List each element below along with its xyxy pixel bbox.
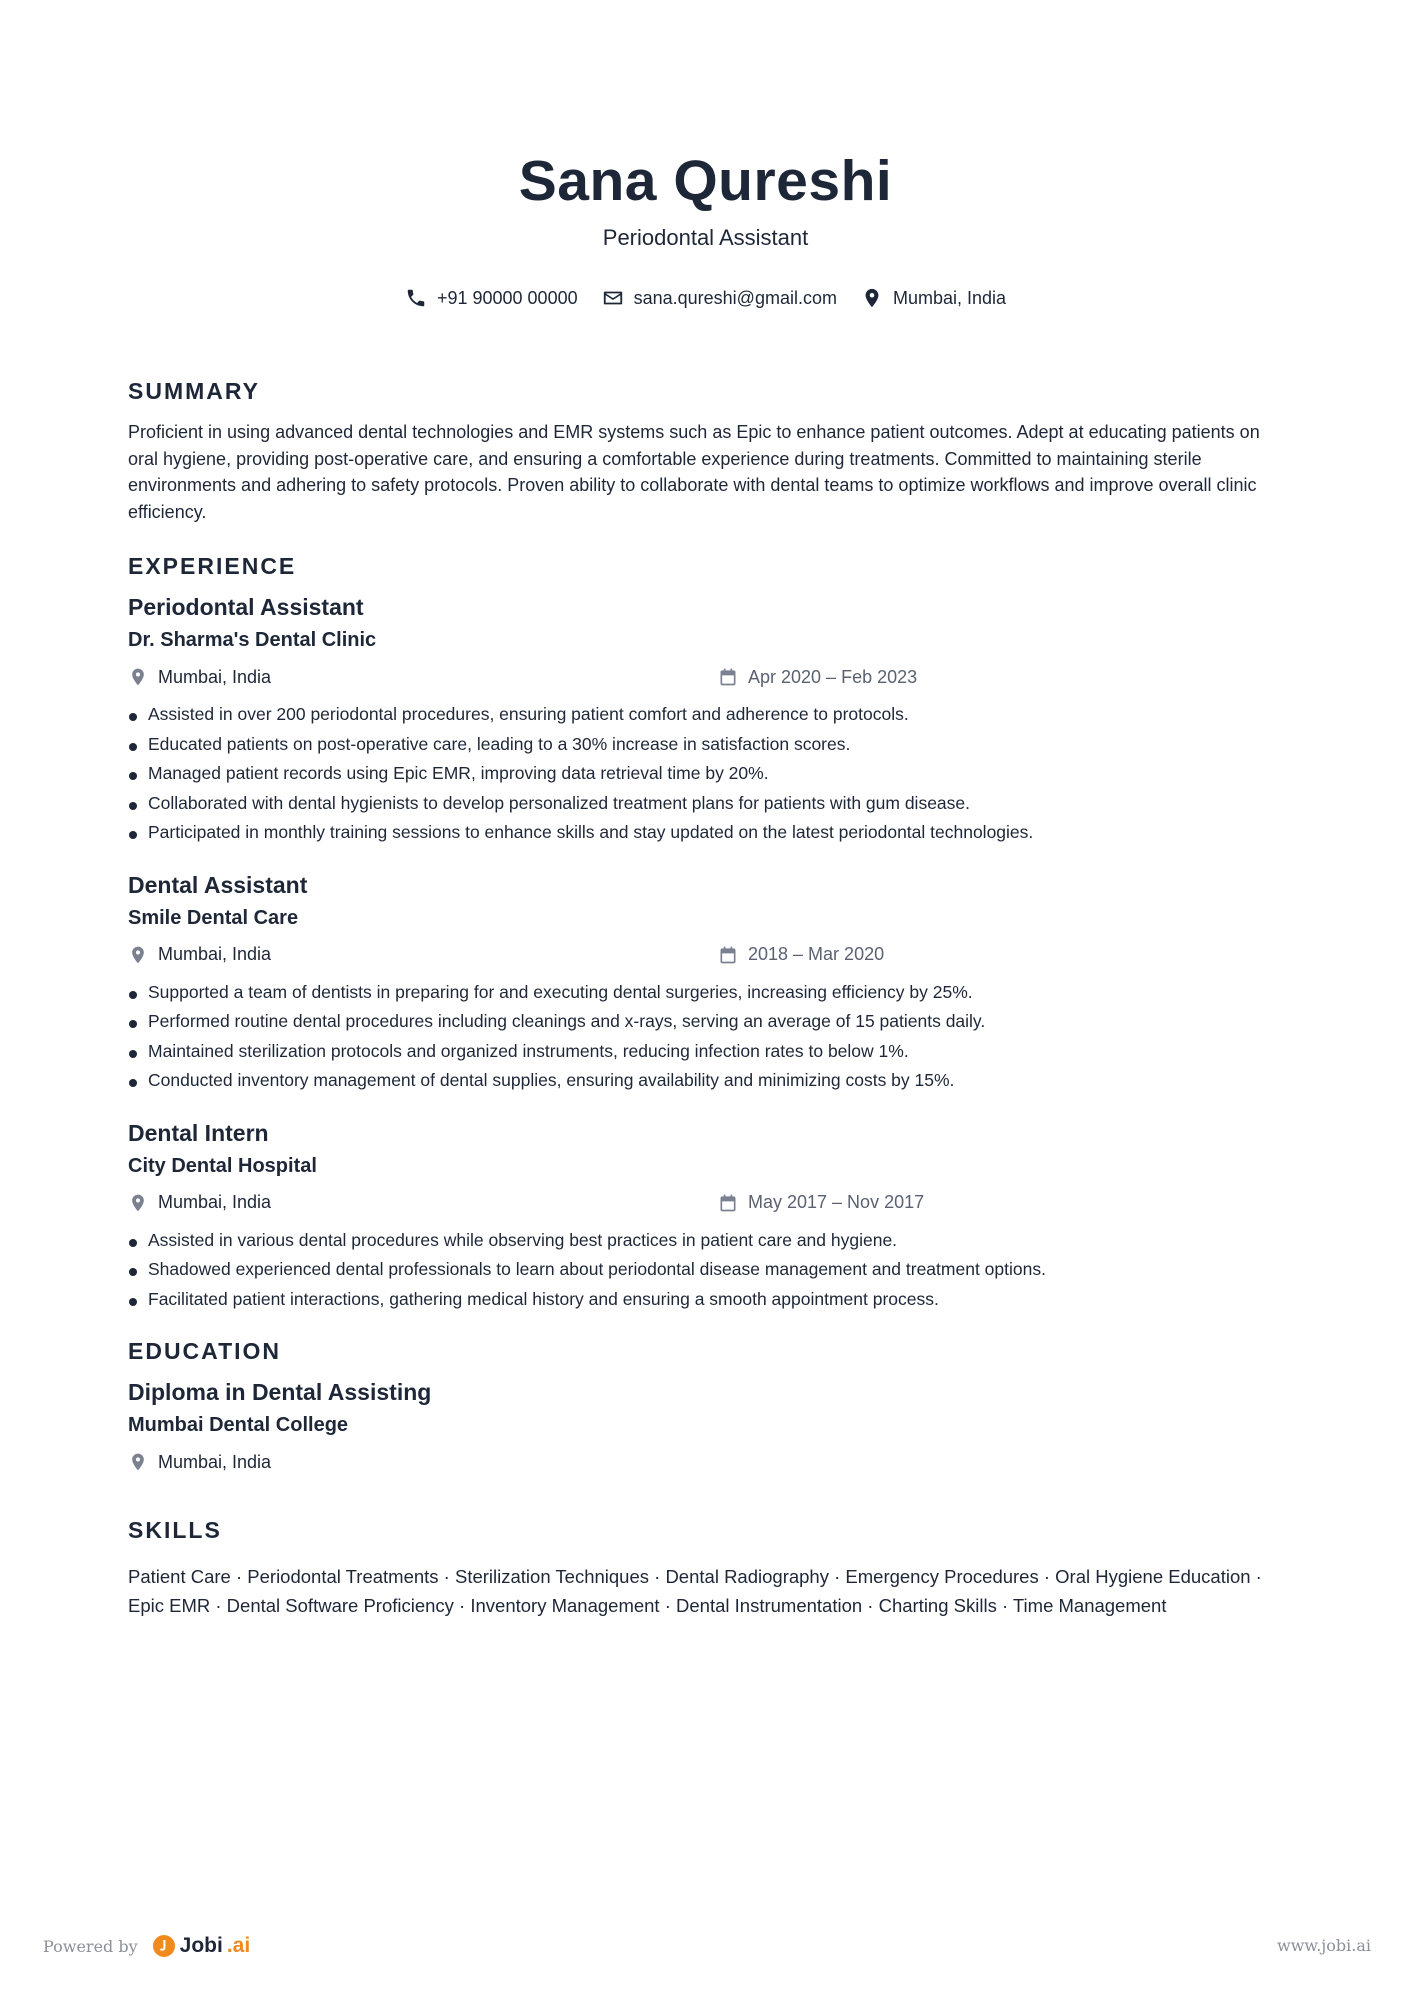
job-location [128, 944, 718, 965]
location-pin-icon [861, 287, 883, 309]
job-title: Periodontal Assistant [128, 594, 364, 620]
contact-bar [0, 287, 1411, 309]
email-text: sana.qureshi@gmail.com [633, 287, 837, 308]
job-title: Dental Assistant [128, 871, 308, 898]
bullet-item: Educated patients on post-operative care, leading to a 30% increase in satisfaction scores. [128, 730, 1288, 760]
job-location-text: Mumbai, India [158, 666, 272, 687]
job-dates [718, 667, 917, 688]
education-location [128, 1452, 718, 1473]
summary-heading: SUMMARY [128, 378, 260, 404]
job-dates-text: Apr 2020 – Feb 2023 [748, 666, 918, 687]
bullet-item: Shadowed experienced dental professionals to learn about periodontal disease management and treatment options. [128, 1255, 1288, 1285]
skills-text: Patient Care · Periodontal Treatments · Sterilization Techniques · Dental Radiography · Emergency Procedures · Oral Hygiene Education · Epic EMR · Dental Software Proficiency · Inventory Management · Dental Instrumentation · Charting Skills · Time Management [128, 1566, 1262, 1616]
job-bullets [128, 700, 1288, 848]
education-meta [128, 1449, 1288, 1475]
job-dates [718, 944, 884, 965]
job-meta [128, 942, 1288, 968]
jobi-logo-icon [152, 1934, 176, 1958]
job-location [128, 667, 718, 688]
job-dates [718, 1192, 924, 1213]
resume-header [0, 150, 1411, 251]
calendar-icon [718, 1193, 738, 1213]
bullet-item: Maintained sterilization protocols and organized instruments, reducing infection rates to below 1%. [128, 1037, 1288, 1067]
brand-suffix: .ai [226, 1934, 251, 1957]
skills-heading: SKILLS [128, 1517, 222, 1543]
experience-entry [128, 594, 1288, 848]
location-pin-icon [128, 667, 148, 687]
bullet-item: Conducted inventory management of dental supplies, ensuring availability and minimizing costs by 15%. [128, 1066, 1288, 1096]
contact-location [861, 287, 1006, 309]
resume-body [128, 378, 1288, 1620]
location-text: Mumbai, India [892, 287, 1007, 308]
job-location [128, 1192, 718, 1213]
summary-text: Proficient in using advanced dental technologies and EMR systems such as Epic to enhance patient outcomes. Adept at educating patients on oral hygiene, providing post-operative care, and ensuring a comfortable experience during treatments. Committed to maintaining sterile environments and adhering to safety protocols. Proven ability to collaborate with dental teams to optimize workflows and improve overall clinic efficiency. [128, 422, 1260, 522]
company-name: Smile Dental Care [128, 906, 299, 929]
location-pin-icon [128, 1452, 148, 1472]
job-meta [128, 1190, 1288, 1216]
job-dates-text: May 2017 – Nov 2017 [748, 1192, 925, 1212]
location-pin-icon [128, 945, 148, 965]
education-heading: EDUCATION [128, 1338, 282, 1364]
degree-title: Diploma in Dental Assisting [128, 1379, 432, 1405]
job-bullets [128, 1226, 1288, 1315]
candidate-name: Sana Qureshi [518, 149, 893, 213]
job-location-text: Mumbai, India [158, 1192, 272, 1212]
bullet-item: Assisted in various dental procedures while observing best practices in patient care and hygiene. [128, 1226, 1288, 1256]
phone-text: +91 90000 00000 [436, 287, 578, 308]
education-location-text: Mumbai, India [158, 1451, 272, 1472]
contact-email [602, 287, 837, 309]
brand-main: Jobi [179, 1934, 223, 1957]
job-dates-text: 2018 – Mar 2020 [748, 944, 885, 964]
powered-by-text: Powered by [43, 1936, 138, 1956]
bullet-item: Collaborated with dental hygienists to develop personalized treatment plans for patients with gum disease. [128, 789, 1288, 819]
experience-entry [128, 1120, 1288, 1315]
school-name: Mumbai Dental College [128, 1414, 349, 1436]
email-icon [602, 287, 624, 309]
contact-phone [405, 287, 578, 309]
education-entry [128, 1379, 1288, 1475]
powered-by [43, 1934, 250, 1958]
candidate-role: Periodontal Assistant [602, 224, 809, 250]
phone-icon [405, 287, 427, 309]
calendar-icon [718, 667, 738, 687]
job-title: Dental Intern [128, 1119, 269, 1146]
bullet-item: Assisted in over 200 periodontal procedures, ensuring patient comfort and adherence to protocols. [128, 700, 1288, 730]
brand-logo[interactable] [152, 1934, 251, 1958]
calendar-icon [718, 945, 738, 965]
bullet-item: Facilitated patient interactions, gathering medical history and ensuring a smooth appointment process. [128, 1285, 1288, 1315]
bullet-item: Supported a team of dentists in preparing for and executing dental surgeries, increasing efficiency by 25%. [128, 978, 1288, 1008]
company-name: City Dental Hospital [128, 1154, 317, 1177]
company-name: Dr. Sharma's Dental Clinic [128, 629, 377, 651]
bullet-item: Participated in monthly training sessions to enhance skills and stay updated on the latest periodontal technologies. [128, 818, 1288, 848]
job-location-text: Mumbai, India [158, 944, 272, 964]
footer-url[interactable]: www.jobi.ai [1277, 1936, 1371, 1955]
job-meta [128, 664, 1288, 690]
bullet-item: Performed routine dental procedures including cleanings and x-rays, serving an average of 15 patients daily. [128, 1007, 1288, 1037]
experience-entry [128, 872, 1288, 1096]
location-pin-icon [128, 1193, 148, 1213]
job-bullets [128, 978, 1288, 1096]
experience-heading: EXPERIENCE [128, 553, 297, 579]
bullet-item: Managed patient records using Epic EMR, improving data retrieval time by 20%. [128, 759, 1288, 789]
